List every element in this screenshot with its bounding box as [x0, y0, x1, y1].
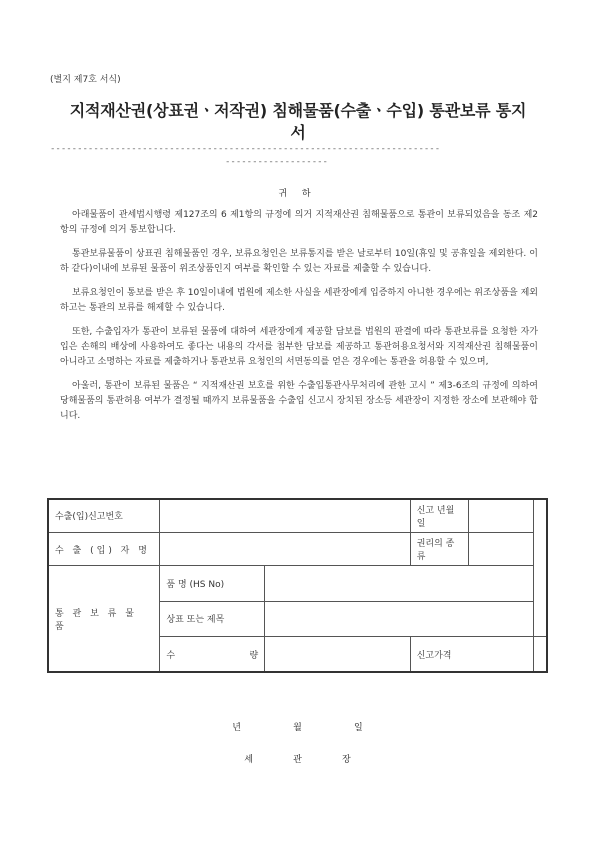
value-quantity[interactable]	[265, 637, 410, 672]
separator-line: ------------------------------------------------------------------------	[50, 144, 441, 154]
value-trademark-title[interactable]	[265, 601, 534, 636]
notice-body	[60, 208, 538, 433]
date-month-label: 월	[293, 723, 302, 733]
date-day-label: 일	[354, 723, 363, 733]
paragraph-notice: 아래물품이 관세법시행령 제127조의 6 제1항의 규정에 의거 지적재산권 침해물품으로 통관이 보류되었음을 동조 제2항의 규정에 의거 통보합니다.	[60, 210, 538, 235]
label-quantity	[160, 637, 265, 672]
quantity-label-part-b: 량	[249, 650, 259, 661]
title-line-2: 서	[290, 123, 306, 142]
label-item-name: 품 명 (HS No)	[160, 566, 265, 601]
paragraph-trademark: 통관보류물품이 상표권 침해물품인 경우, 보류요청인은 보류통지를 받은 날로부터 10일(휴일 및 공휴일을 제외한다. 이하 같다)이내에 보류된 물품이 위조상품인지 여부를 확인할 수 있는 자료를 제출할 수 있습니다.	[60, 249, 538, 274]
paragraph-security: 또한, 수출입자가 통관이 보류된 물품에 대하여 세관장에게 제공할 담보를 법원의 판결에 따라 통관보류를 요청한 자가 입은 손해의 배상에 사용하여도 좋다는 내용의 각서를 첨부한 담보를 제공하고 통관허용요청서와 지적재산권 침해물품이 아니라고 소명하는 자료를 제출하거나 통관보류 요청인의 서면동의를 얻은 경우에는 통관을 허용할 수 있으며,	[60, 327, 538, 367]
label-held-goods: 통 관 보 류 물 품	[48, 566, 160, 672]
office-char-1: 세	[244, 755, 253, 765]
customs-director-signature	[0, 752, 595, 765]
value-right-type[interactable]	[469, 532, 534, 565]
office-char-2: 관	[293, 755, 302, 765]
label-right-type: 권리의 종류	[410, 532, 468, 565]
label-declaration-no: 수출(입)신고번호	[48, 499, 160, 532]
form-number: (별지 제7호 서식)	[50, 75, 121, 85]
value-item-name[interactable]	[265, 566, 534, 601]
value-exporter-importer[interactable]	[160, 532, 410, 565]
label-declaration-date: 신고 년월일	[410, 499, 468, 532]
paragraph-lawsuit: 보류요청인이 통보를 받은 후 10일이내에 법원에 제소한 사실을 세관장에게 입증하지 아니한 경우에는 위조상품을 제외하고는 통관의 보류를 해제할 수 있습니다.	[60, 288, 538, 313]
date-year-label: 년	[232, 723, 241, 733]
issue-date	[0, 720, 595, 733]
goods-info-table	[47, 498, 548, 673]
separator-line-short: -------------------	[225, 157, 328, 167]
label-exporter-importer: 수 출 (입) 자 명	[48, 532, 160, 565]
label-declared-price: 신고가격	[410, 637, 533, 672]
title-line-1: 지적재산권(상표권ㆍ저작권) 침해물품(수출ㆍ수입) 통관보류 통지	[69, 101, 527, 120]
label-trademark-title: 상표 또는 제목	[160, 601, 265, 636]
document-title	[48, 100, 548, 144]
paragraph-storage: 아울러, 통관이 보류된 물품은 “ 지적재산권 보호를 위한 수출입통관사무처리에 관한 고시 ” 제3-6조의 규정에 의하여 당해물품의 통관허용 여부가 결정될 때까지 보류물품을 수출입 신고시 장치된 장소등 세관장이 지정한 장소에 보관해야 합니다.	[60, 381, 538, 421]
value-declaration-no[interactable]	[160, 499, 410, 532]
quantity-label-part-a: 수	[166, 650, 176, 661]
value-declaration-date[interactable]	[469, 499, 534, 532]
recipient-salutation: 귀 하	[278, 189, 317, 199]
office-char-3: 장	[342, 755, 351, 765]
value-declared-price[interactable]	[534, 637, 548, 672]
